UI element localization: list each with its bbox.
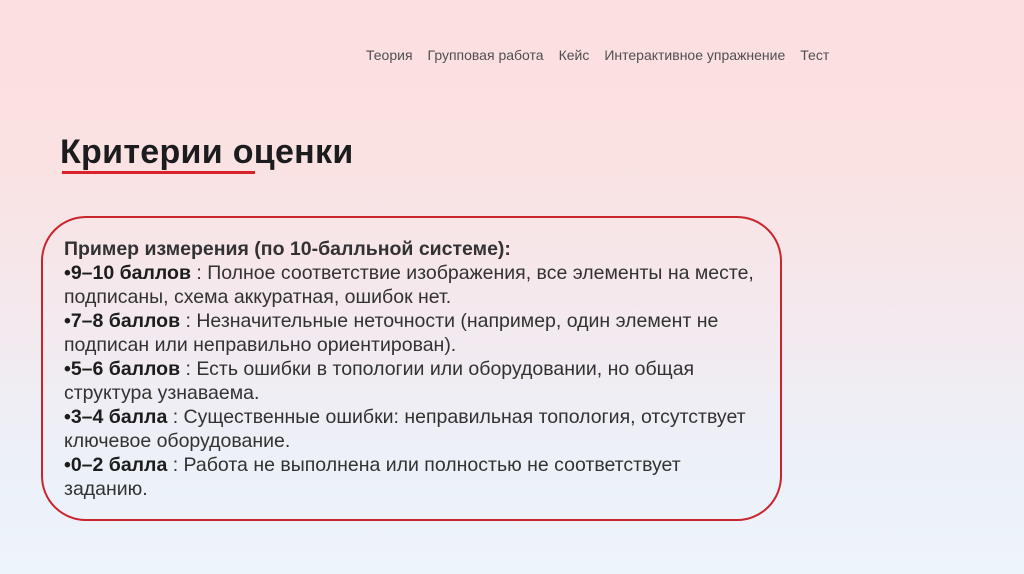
criteria-text: : Есть ошибки в топологии или оборудовании, но общая структура узнаваема. (64, 358, 695, 404)
nav-item-group-work[interactable]: Групповая работа (427, 47, 544, 63)
nav-item-test[interactable]: Тест (800, 47, 830, 63)
criteria-box (41, 216, 782, 521)
score-range-label: •0–2 балла (64, 454, 168, 476)
criteria-heading: Пример измерения (по 10-балльной системе): (64, 238, 511, 260)
criteria-item-9-10 (64, 261, 758, 309)
criteria-item-3-4 (64, 405, 758, 453)
criteria-text: : Полное соответствие изображения, все элементы на месте, подписаны, схема аккуратная, ошибок нет. (64, 262, 754, 308)
score-range-label: •7–8 баллов (64, 310, 181, 332)
nav-item-case[interactable]: Кейс (558, 47, 590, 63)
top-navigation (366, 47, 829, 63)
title-underline-accent (62, 171, 255, 174)
nav-item-interactive-exercise[interactable]: Интерактивное упражнение (604, 47, 786, 63)
score-range-label: •9–10 баллов (64, 262, 191, 284)
score-range-label: •5–6 баллов (64, 358, 181, 380)
criteria-text: : Существенные ошибки: неправильная топология, отсутствует ключевое оборудование. (64, 406, 746, 452)
criteria-item-7-8 (64, 309, 758, 357)
criteria-item-0-2 (64, 453, 758, 501)
criteria-text: : Незначительные неточности (например, один элемент не подписан или неправильно ориентирован). (64, 310, 719, 356)
nav-item-theory[interactable]: Теория (366, 47, 413, 63)
score-range-label: •3–4 балла (64, 406, 168, 428)
criteria-text: : Работа не выполнена или полностью не соответствует заданию. (64, 454, 681, 500)
criteria-item-5-6 (64, 357, 758, 405)
page-title: Критерии оценки (60, 132, 354, 171)
